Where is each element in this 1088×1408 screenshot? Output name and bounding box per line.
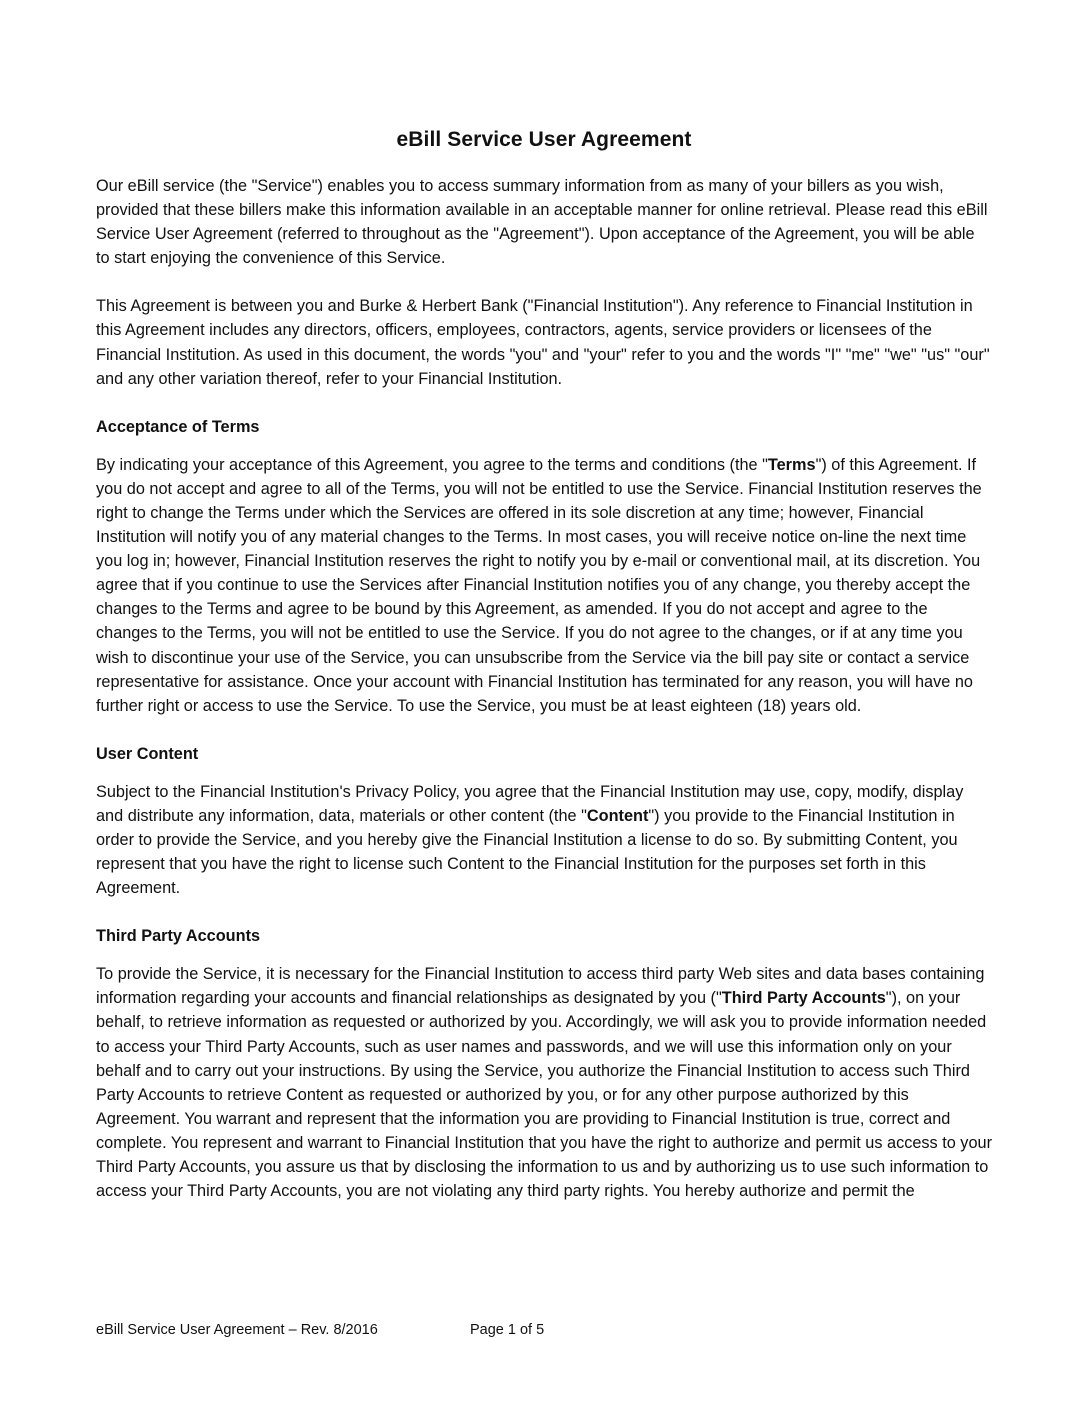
user-content-heading: User Content (96, 744, 199, 763)
footer-page-number: Page 1 of 5 (470, 1322, 545, 1338)
intro-paragraph: Our eBill service (the "Service") enables you to access summary information from as many of your billers as you wish, provided that these billers make this information available in an acceptable manner for online retrieval. Please read this eBill Service User Agreement (referred to throughout as the "Agreement"). Upon acceptance of the Agreement, you will be able to start enjoying the convenience of this Service. (96, 177, 988, 268)
user-content-paragraph: Subject to the Financial Institution's Privacy Policy, you agree that the Financial Institution may use, copy, modify, display and distribute any information, data, materials or other content (the "Content") you provide to the Financial Institution in order to provide the Service, and you hereby give the Financial Institution a license to do so. By submitting Content, you represent that you have the right to license such Content to the Financial Institution for the purposes set forth in this Agreement. (96, 782, 964, 898)
third-party-definition: Third Party Accounts (721, 989, 886, 1008)
footer-document-title: eBill Service User Agreement – Rev. 8/2016 (96, 1322, 378, 1338)
third-party-heading: Third Party Accounts (96, 927, 261, 946)
parties-paragraph: This Agreement is between you and Burke & Herbert Bank ("Financial Institution"). Any reference to Financial Institution in this Agreement includes any directors, officers, employees, contractors, agents, service providers or licensees of the Financial Institution. As used in this document, the words "you" and "your" refer to you and the words "I" "me" "we" "us" "our" and any other variation thereof, refer to your Financial Institution. (96, 297, 990, 388)
third-party-paragraph: To provide the Service, it is necessary for the Financial Institution to access third party Web sites and data bases containing information regarding your accounts and financial relationships as designated by you ("Third Party Accounts"), on your behalf, to retrieve information as requested or authorized by you. Accordingly, we will ask you to provide information needed to access your Third Party Accounts, such as user names and passwords, and we will use this information only on your behalf and to carry out your instructions. By using the Service, you authorize the Financial Institution to access such Third Party Accounts to retrieve Content as requested or authorized by you, or for any other purpose authorized by this Agreement. You warrant and represent that the information you are providing to Financial Institution is true, correct and complete. You represent and warrant to Financial Institution that you have the right to authorize and permit us access to your Third Party Accounts, you assure us that by disclosing the information to us and by authorizing us to use such information to access your Third Party Accounts, you are not violating any third party rights. You hereby authorize and permit the (96, 965, 992, 1201)
page-footer (96, 1322, 544, 1338)
document-title: eBill Service User Agreement (396, 128, 692, 151)
acceptance-paragraph: By indicating your acceptance of this Agreement, you agree to the terms and conditions (the "Terms") of this Agreement. If you do not accept and agree to all of the Terms, you will not be entitled to use the Service. Financial Institution reserves the right to change the Terms under which the Services are offered in its sole discretion at any time; however, Financial Institution will notify you of any material changes to the Terms. In most cases, you will receive notice on-line the next time you log in; however, Financial Institution reserves the right to notify you by e-mail or conventional mail, at its discretion. You agree that if you continue to use the Services after Financial Institution notifies you of any change, you thereby accept the changes to the Terms and agree to be bound by this Agreement, as amended. If you do not accept and agree to the changes to the Terms, you will not be entitled to use the Service. If you do not agree to the changes, or if at any time you wish to discontinue your use of the Service, you can unsubscribe from the Service via the bill pay site or contact a service representative for assistance. Once your account with Financial Institution has terminated for any reason, you will have no further right or access to use the Service. To use the Service, you must be at least eighteen (18) years old. (96, 455, 982, 715)
terms-definition: Terms (767, 455, 816, 474)
content-definition: Content (586, 806, 649, 825)
acceptance-heading: Acceptance of Terms (96, 417, 260, 436)
document-body (96, 128, 992, 1227)
